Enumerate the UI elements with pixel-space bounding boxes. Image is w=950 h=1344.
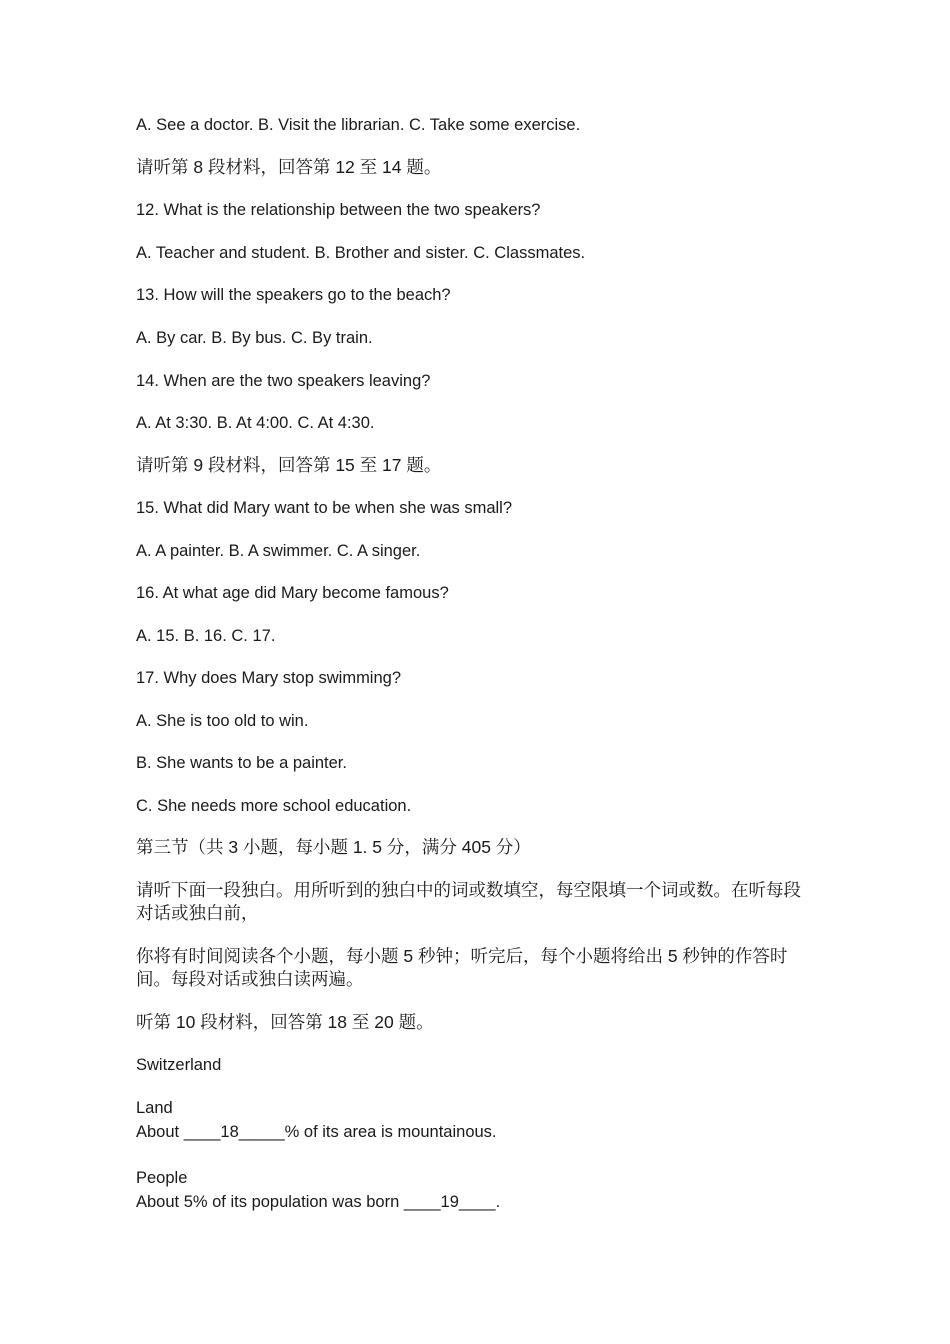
passage-title: Switzerland [136, 1056, 222, 1074]
q13-question: 13. How will the speakers go to the beach? [136, 286, 451, 304]
q12-options: A. Teacher and student. B. Brother and sister. C. Classmates. [136, 244, 586, 262]
q11-options: A. See a doctor. B. Visit the librarian. C. Take some exercise. [136, 116, 581, 134]
q15-options: A. A painter. B. A swimmer. C. A singer. [136, 542, 421, 560]
q17-question: 17. Why does Mary stop swimming? [136, 669, 402, 687]
q17-option-a: A. She is too old to win. [136, 712, 309, 730]
q14-question: 14. When are the two speakers leaving? [136, 372, 431, 390]
q18-blank-line: About ____18_____% of its area is mountainous. [136, 1123, 497, 1141]
q19-blank-line: About 5% of its population was born ____19____. [136, 1193, 501, 1211]
q16-options: A. 15. B. 16. C. 17. [136, 627, 276, 645]
part-3-instruction-1: 请听下面一段独白。用所听到的独白中的词或数填空，每空限填一个词或数。在听每段对话或独白前， [136, 880, 801, 923]
section-8-instruction: 请听第 8 段材料，回答第 12 至 14 题。 [136, 157, 442, 177]
people-heading: People [136, 1169, 188, 1187]
part-3-heading: 第三节（共 3 小题，每小题 1. 5 分，满分 405 分） [136, 837, 531, 857]
section-9-instruction: 请听第 9 段材料，回答第 15 至 17 题。 [136, 455, 442, 475]
land-heading: Land [136, 1099, 173, 1117]
q16-question: 16. At what age did Mary become famous? [136, 584, 449, 602]
q17-option-c: C. She needs more school education. [136, 797, 412, 815]
q15-question: 15. What did Mary want to be when she was small? [136, 499, 513, 517]
part-3-instruction-2: 你将有时间阅读各个小题，每小题 5 秒钟；听完后，每个小题将给出 5 秒钟的作答时间。每段对话或独白读两遍。 [136, 946, 788, 989]
q14-options: A. At 3:30. B. At 4:00. C. At 4:30. [136, 414, 375, 432]
section-10-instruction: 听第 10 段材料，回答第 18 至 20 题。 [136, 1012, 434, 1032]
q17-option-b: B. She wants to be a painter. [136, 754, 347, 772]
q13-options: A. By car. B. By bus. C. By train. [136, 329, 373, 347]
q12-question: 12. What is the relationship between the two speakers? [136, 201, 541, 219]
